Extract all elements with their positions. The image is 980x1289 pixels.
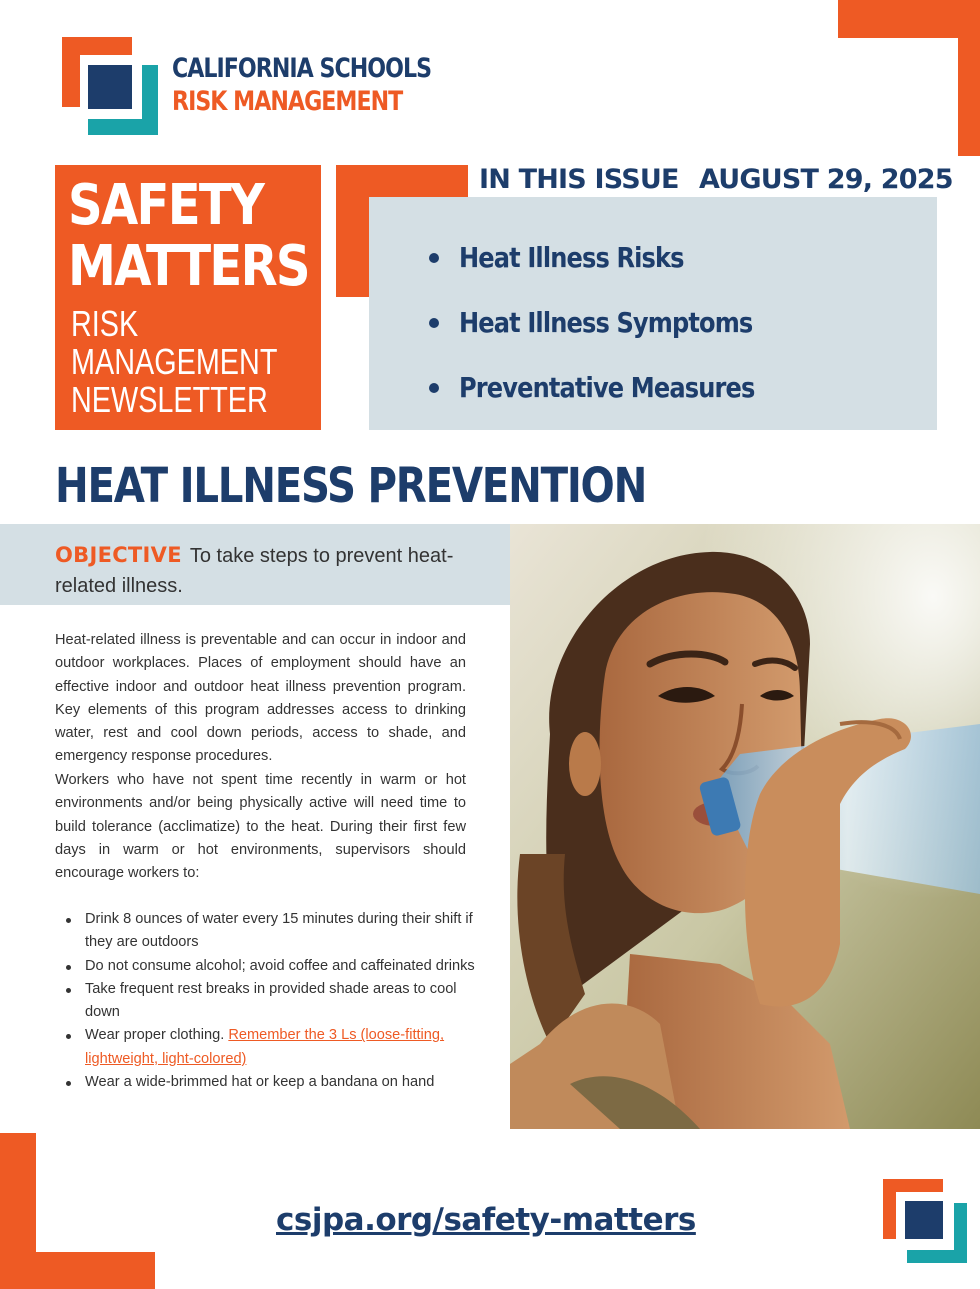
- issue-topics-panel: [369, 197, 937, 430]
- masthead-subtitle: [71, 305, 277, 419]
- article-headline: HEAT ILLNESS PREVENTION: [55, 458, 647, 514]
- acclimatization-tips-list: [55, 908, 475, 1094]
- woman-drinking-water-photo: [510, 524, 980, 1129]
- issue-topic: Heat Illness Symptoms: [427, 290, 803, 355]
- body-paragraph-2: Workers who have not spent time recently in warm or hot environments and/or being physically active will need time to build tolerance (acclimatize) to the heat. During their first few days in warm or hot environments, supervisors should encourage workers to:: [55, 772, 466, 882]
- masthead-subtitle-line-3: NEWSLETTER: [71, 379, 268, 420]
- logo-icon-small: [883, 1179, 967, 1263]
- objective-text: To take steps to prevent heat-related illness.: [55, 545, 454, 597]
- list-item: [55, 1024, 475, 1071]
- list-item: Do not consume alcohol; avoid coffee and caffeinated drinks: [55, 955, 475, 978]
- brand-line-2: RISK MANAGEMENT: [172, 86, 403, 117]
- issue-bracket-side: [336, 165, 369, 297]
- clothing-tip-text: Wear proper clothing.: [85, 1027, 225, 1044]
- issue-topic: Heat Illness Risks: [427, 225, 803, 290]
- newsletter-masthead: [55, 165, 321, 430]
- safety-matters-link[interactable]: csjpa.org/safety-matters: [276, 1202, 696, 1238]
- masthead-subtitle-line-1: RISK: [71, 303, 139, 344]
- body-paragraph-1: Heat-related illness is preventable and can occur in indoor and outdoor workplaces. Places of employment should have an effective indoor and outdoor heat illness prevention program. Key elements of this program addresses access to drinking water, rest and cool down periods, access to shade, and emergency response procedures.: [55, 632, 466, 765]
- list-item: Take frequent rest breaks in provided shade areas to cool down: [55, 978, 475, 1025]
- list-item: Drink 8 ounces of water every 15 minutes during their shift if they are outdoors: [55, 908, 475, 955]
- issue-date: AUGUST 29, 2025: [699, 164, 953, 195]
- issue-topics-list: [427, 225, 803, 420]
- objective-label: OBJECTIVE: [55, 543, 182, 567]
- brand-line-1: CALIFORNIA SCHOOLS: [172, 53, 432, 84]
- masthead-title: [68, 175, 309, 297]
- masthead-title-line-2: MATTERS: [68, 234, 309, 299]
- corner-bracket-top-right-side: [958, 0, 980, 156]
- masthead-title-line-1: SAFETY: [68, 173, 264, 238]
- issue-topic: Preventative Measures: [427, 355, 803, 420]
- objective-panel: [0, 524, 510, 605]
- masthead-subtitle-line-2: MANAGEMENT: [71, 341, 278, 382]
- corner-bracket-bottom-left: [0, 1252, 155, 1289]
- list-item: Wear a wide-brimmed hat or keep a bandana on hand: [55, 1071, 475, 1094]
- logo-icon: [62, 37, 158, 135]
- three-ls-link[interactable]: Remember the 3 Ls (loose-fitting, lightweight, light-colored): [85, 1027, 445, 1067]
- in-this-issue-label: IN THIS ISSUE: [479, 164, 679, 195]
- objective-text-block: [55, 540, 475, 601]
- brand-name: [172, 52, 431, 118]
